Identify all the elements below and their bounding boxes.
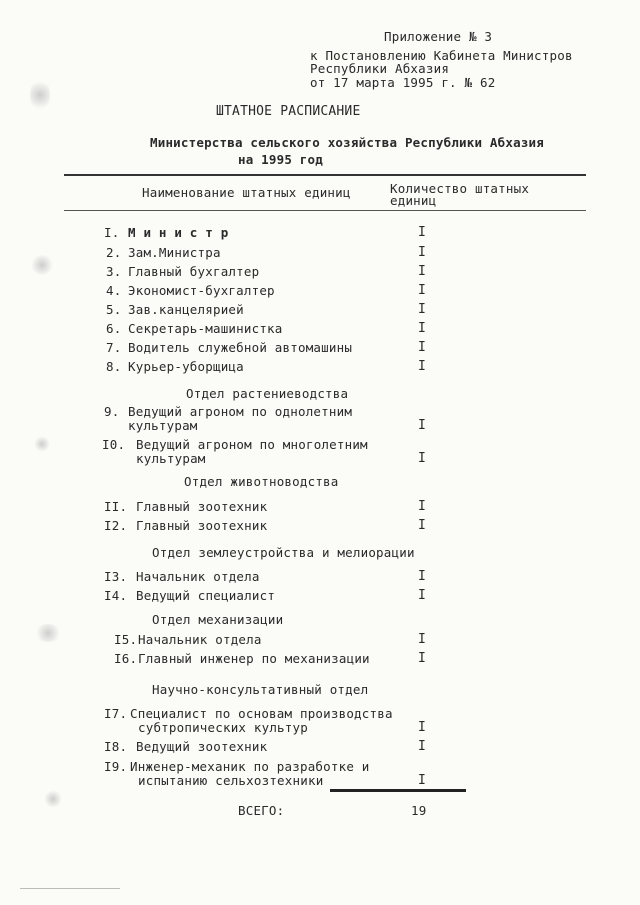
list-item-name: Ведущий агроном по однолетним [128,404,353,419]
header-rule [64,210,586,211]
list-item-number: I0. [102,437,126,452]
list-item-qty: I [418,451,427,466]
list-item-qty: I [418,773,427,788]
list-item-qty: I [418,283,427,298]
list-item-name: Секретарь-машинистка [128,321,283,336]
list-item-name: Главный бухгалтер [128,264,260,279]
header-resolution: к Постановлению Кабинета Министров [310,48,573,63]
list-item-number: 8. [106,359,122,374]
list-item-qty: I [418,340,427,355]
list-item-name: Начальник отдела [136,569,260,584]
list-item-name: Главный зоотехник [136,518,268,533]
section-heading: Научно-консультативный отдел [152,682,369,697]
list-item-number: 4. [106,283,122,298]
column-header-qty: Количество штатных [390,181,530,196]
list-item-qty: I [418,245,427,260]
total-value: 19 [411,803,427,818]
list-item-number: 6. [106,321,122,336]
scan-edge-mark [20,888,120,889]
list-item-number: 3. [106,264,122,279]
scan-smudge [44,790,62,808]
list-item-name: М и н и с т р [128,225,229,240]
list-item-qty: I [418,632,427,647]
list-item-number: I3. [104,569,128,584]
list-item-qty: I [418,499,427,514]
list-item-qty: I [418,418,427,433]
list-item-number: I2. [104,518,128,533]
list-item-name: Инженер-механик по разработке и [130,759,370,774]
section-heading: Отдел растениеводства [186,386,349,401]
total-rule [330,789,466,792]
list-item-name-cont: культурам [136,451,206,466]
list-item-number: 5. [106,302,122,317]
section-heading: Отдел землеустройства и мелиорации [152,545,415,560]
list-item-name-cont: субтропических культур [138,720,308,735]
scan-smudge [34,436,50,452]
column-header-qty-2: единиц [390,193,437,208]
list-item-name: Главный зоотехник [136,499,268,514]
list-item-name: Ведущий зоотехник [136,739,268,754]
list-item-qty: I [418,321,427,336]
list-item-qty: I [418,518,427,533]
list-item-qty: I [418,720,427,735]
column-header-name: Наименование штатных единиц [142,185,351,200]
list-item-number: I7. [104,706,128,721]
list-item-name: Водитель служебной автомашины [128,340,353,355]
list-item-name: Специалист по основам производства [130,706,393,721]
list-item-number: I4. [104,588,128,603]
list-item-qty: I [418,302,427,317]
list-item-name: Ведущий агроном по многолетним [136,437,368,452]
section-heading: Отдел механизации [152,612,284,627]
list-item-name: Экономист-бухгалтер [128,283,275,298]
scan-smudge [30,78,50,112]
subtitle-ministry: Министерства сельского хозяйства Республики Абхазия [150,135,545,150]
scan-smudge [30,255,54,275]
list-item-name: Зав.канцелярией [128,302,244,317]
list-item-name: Начальник отдела [138,632,262,647]
appendix-number: Приложение № 3 [384,29,493,44]
list-item-qty: I [418,569,427,584]
list-item-qty: I [418,359,427,374]
top-rule [64,174,586,176]
header-date: от 17 марта 1995 г. № 62 [310,75,496,90]
list-item-name-cont: испытанию сельхозтехники [138,773,324,788]
subtitle-year: на 1995 год [238,152,323,167]
list-item-name-cont: культурам [128,418,198,433]
list-item-qty: I [418,225,427,240]
header-republic: Республики Абхазия [310,61,450,76]
list-item-number: I8. [104,739,128,754]
section-heading: Отдел животноводства [184,474,339,489]
list-item-number: 9. [104,404,120,419]
list-item-name: Ведущий специалист [136,588,276,603]
total-label: ВСЕГО: [238,803,285,818]
list-item-qty: I [418,739,427,754]
list-item-number: I. [104,225,120,240]
list-item-number: 7. [106,340,122,355]
list-item-name: Зам.Министра [128,245,221,260]
list-item-number: 2. [106,245,122,260]
scan-smudge [34,624,62,642]
list-item-number: I9. [104,759,128,774]
list-item-qty: I [418,588,427,603]
document-title: ШТАТНОЕ РАСПИСАНИЕ [216,104,361,119]
list-item-number: I5. [114,632,138,647]
list-item-number: I6. [114,651,138,666]
list-item-name: Курьер-уборщица [128,359,244,374]
list-item-qty: I [418,651,427,666]
list-item-number: II. [104,499,128,514]
list-item-name: Главный инженер по механизации [138,651,370,666]
list-item-qty: I [418,264,427,279]
